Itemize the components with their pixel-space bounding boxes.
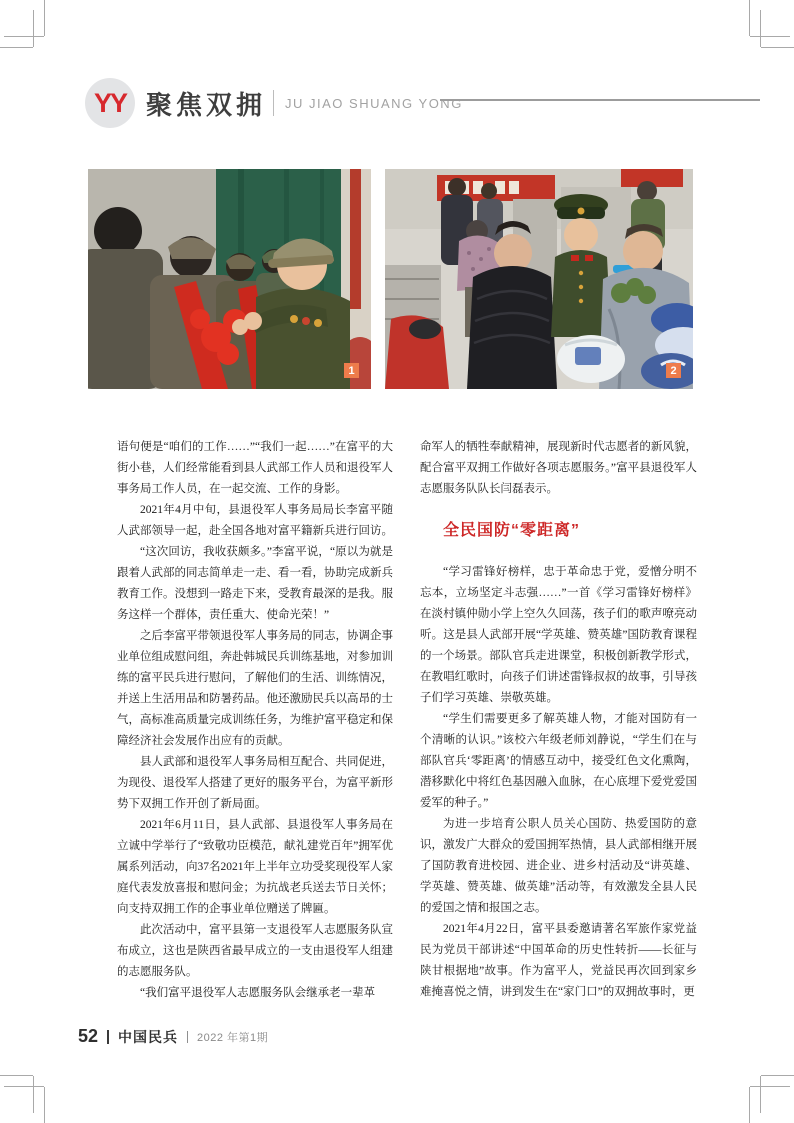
subsection-heading: 全民国防“零距离”	[443, 522, 581, 539]
paragraph: 2021年4月中旬，县退役军人事务局局长李富平随人武部领导一起，赴全国各地对富平籍新兵进行回访。	[117, 504, 393, 537]
crop-mark-line	[760, 10, 761, 47]
crop-mark-line	[760, 1076, 761, 1113]
header-divider	[273, 90, 274, 116]
photo-1-number-badge: 1	[344, 363, 359, 378]
crop-mark-line	[33, 1076, 34, 1113]
crop-mark-line	[44, 0, 45, 36]
crop-mark-line	[0, 47, 33, 48]
crop-mark-line	[749, 0, 750, 36]
photo-1-illustration	[88, 169, 371, 389]
section-header	[85, 78, 463, 128]
logo-text: YY	[93, 87, 127, 118]
paragraph: “我们富平退役军人志愿服务队会继承老一辈革	[140, 987, 376, 999]
photo-2-number-badge: 2	[666, 363, 681, 378]
paragraph: “学生们需要更多了解英雄人物，才能对国防有一个清晰的认识。”该校六年级老师刘静说，“学生们在与部队官兵‘零距离’的情感互动中，接受红色文化熏陶，潜移默化中将红色基因融入血脉，在心底埋下爱党爱国爱军的种子。”	[420, 713, 697, 809]
paragraph: 命军人的牺牲奉献精神，展现新时代志愿者的新风貌，配合富平双拥工作做好各项志愿服务。”富平县退役军人志愿服务队队长闫磊表示。	[420, 441, 697, 495]
crop-mark-line	[0, 1075, 33, 1076]
paragraph: 县人武部和退役军人事务局相互配合、共同促进，为现役、退役军人搭建了更好的服务平台，为富平新形势下双拥工作开创了新局面。	[117, 756, 393, 810]
magazine-name: 中国民兵	[118, 1028, 179, 1045]
text-column-2	[420, 437, 697, 1003]
crop-mark-line	[750, 36, 790, 37]
page-number: 52	[78, 1026, 99, 1046]
crop-mark-line	[761, 47, 794, 48]
paragraph: 2021年6月11日，县人武部、县退役军人事务局在立诚中学举行了“致敬功臣模范，献礼建党百年”拥军优属系列活动，向37名2021年上半年立功受奖现役军人家庭代表发放喜报和慰问金；为抗战老兵送去节日关怀；向支持双拥工作的企事业单位赠送了牌匾。	[117, 819, 393, 915]
crop-mark-line	[749, 1087, 750, 1123]
text-column-1	[117, 437, 393, 1004]
paragraph: 为进一步培育公职人员关心国防、热爱国防的意识，激发广大群众的爱国拥军热情，县人武部相继开展了国防教育进校园、进企业、进乡村活动及“讲英雄、学英雄、赞英雄、做英雄”活动等，有效激发全县人民的爱国之情和报国之志。	[420, 818, 697, 914]
section-title: 聚焦双拥	[146, 89, 267, 120]
crop-mark-line	[4, 1086, 44, 1087]
footer-divider	[187, 1031, 188, 1043]
crop-mark-line	[33, 10, 34, 47]
footer-divider	[107, 1030, 109, 1044]
section-subtitle: JU JIAO SHUANG YONG	[285, 95, 463, 111]
photo-2	[385, 169, 693, 389]
paragraph: “这次回访，我收获颇多。”李富平说，“原以为就是跟着人武部的同志简单走一走、看一看，协助完成新兵教育工作。没想到一路走下来，受教育最深的是我。服务这样一个群体，责任重大、使命光荣！”	[117, 546, 393, 621]
photo-2-illustration	[385, 169, 693, 389]
magazine-logo	[85, 78, 135, 128]
page-footer	[78, 1026, 268, 1047]
paragraph: 语句便是“咱们的工作……”“我们一起……”在富平的大街小巷，人们经常能看到县人武部工作人员和退役军人事务局工作人员，在一起交流、工作的身影。	[117, 441, 393, 495]
paragraph: 此次活动中，富平县第一支退役军人志愿服务队宣布成立，这也是陕西省最早成立的一支由退役军人组建的志愿服务队。	[117, 924, 393, 978]
photo-1	[88, 169, 371, 389]
crop-mark-line	[761, 1075, 794, 1076]
paragraph: “学习雷锋好榜样，忠于革命忠于党，爱憎分明不忘本，立场坚定斗志强……”一首《学习雷锋好榜样》在淡村镇仲勋小学上空久久回荡，孩子们的歌声嘹亮动听。这是县人武部开展“学英雄、赞英雄”国防教育课程的一个场景。部队官兵走进课堂，积极创新教学形式，在教唱红歌时，向孩子们讲述雷锋叔叔的故事，引导孩子们学习英雄、崇敬英雄。	[420, 566, 697, 704]
issue-label: 2022 年第1期	[197, 1031, 269, 1044]
crop-mark-line	[750, 1086, 790, 1087]
header-rule	[440, 99, 760, 101]
paragraph: 之后李富平带领退役军人事务局的同志，协调企事业单位组成慰问组，奔赴韩城民兵训练基地，对参加训练的富平民兵进行慰问，了解他们的生活、训练情况，并送上生活用品和防暑药品。他还激励民兵以高昂的士气，高标准高质量完成训练任务，为维护富平稳定和保障经济社会发展作出应有的贡献。	[117, 630, 393, 747]
crop-mark-line	[4, 36, 44, 37]
paragraph: 2021年4月22日，富平县委邀请著名军旅作家党益民为党员干部讲述“中国革命的历史性转折——长征与陕甘根据地”故事。作为富平人，党益民再次回到家乡难掩喜悦之情，讲到发生在“家门口”的双拥故事时，更	[420, 923, 697, 998]
crop-mark-line	[44, 1087, 45, 1123]
